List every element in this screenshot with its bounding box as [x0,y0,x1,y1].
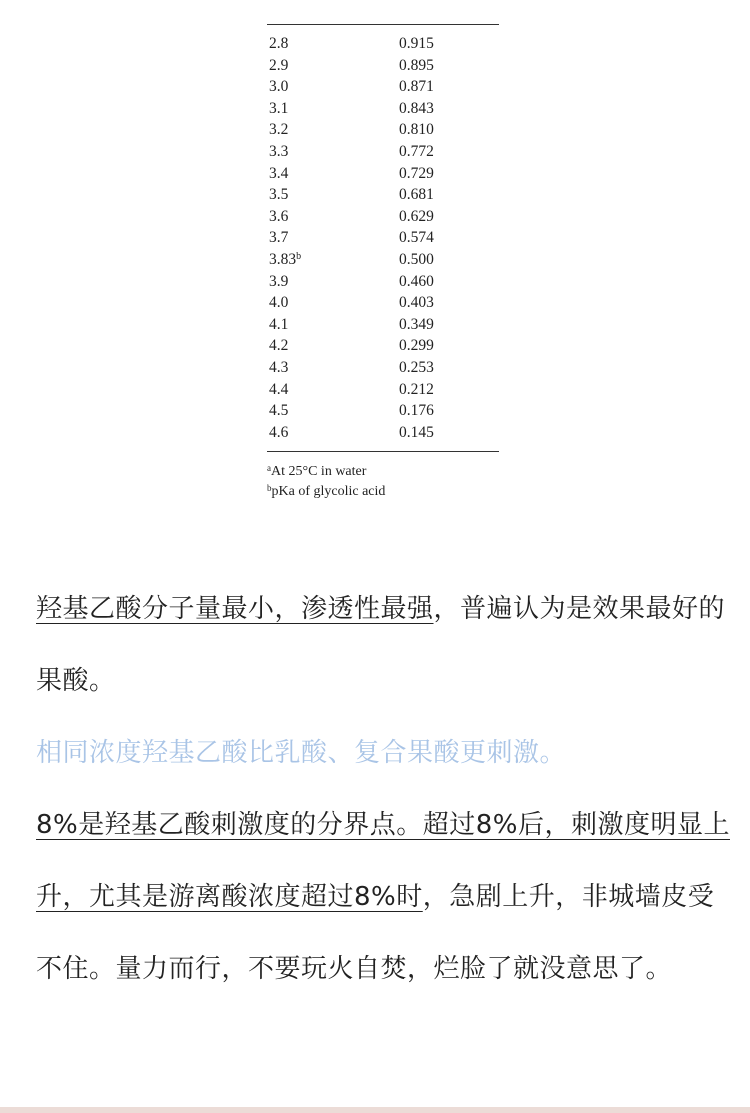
fraction-cell: 0.460 [399,272,434,290]
table-row [267,76,499,98]
ph-cell [267,76,399,98]
footnote-marker: a [267,463,271,474]
fraction-cell: 0.772 [399,142,434,160]
table-row [267,335,499,357]
ph-value: 2.9 [269,56,289,74]
table-row [267,271,499,293]
ph-cell [267,314,399,336]
ph-cell [267,119,399,141]
ph-value: 2.8 [269,35,289,52]
ph-fraction-table [267,33,499,443]
ph-value: 4.5 [269,402,289,420]
ph-cell [267,184,399,206]
fraction-cell: 0.349 [399,315,434,333]
table-row [267,98,499,120]
fraction-cell: 0.843 [399,99,434,117]
table-row [267,163,499,185]
table-row [267,314,499,336]
fraction-cell: 0.629 [399,207,434,225]
ph-value: 3.83 [269,250,297,268]
ph-value: 3.7 [269,229,289,247]
ph-cell [267,292,399,314]
footnote [267,482,499,502]
ph-value: 3.9 [269,272,289,290]
table-bottom-rule [267,451,499,452]
table-row [267,379,499,401]
table-row [267,119,499,141]
ph-value: 3.5 [269,186,289,204]
ph-cell [267,249,399,271]
ph-cell [267,55,399,77]
ph-cell [267,98,399,120]
ph-value: 3.1 [269,99,289,117]
paragraph-text: ，普遍认为是效果最好的果酸。 [36,594,726,696]
fraction-cell: 0.145 [399,423,434,441]
table-row [267,184,499,206]
ph-value: 4.6 [269,423,289,441]
fraction-cell: 0.810 [399,121,434,139]
ph-value: 4.3 [269,358,289,376]
ph-cell [267,422,399,444]
underlined-text: 8%是羟基乙酸刺激度的分界点。超过8%后，刺激度明显上升，尤其是游离酸浓度超过8%时 [36,810,730,912]
table-row [267,55,499,77]
article-text [36,573,736,1005]
table-row [267,357,499,379]
ph-value: 4.2 [269,337,289,355]
fraction-cell: 0.500 [399,250,434,268]
footnote-marker: b [296,250,302,262]
fraction-cell: 0.574 [399,229,434,247]
footnote [267,462,499,482]
footnote-text: At 25°C in water [271,464,367,480]
table-top-rule [267,24,499,25]
fraction-cell: 0.729 [399,164,434,182]
fraction-cell: 0.895 [399,56,434,74]
table-row [267,206,499,228]
ph-value: 3.6 [269,207,289,225]
table-row [267,227,499,249]
table-footnotes [267,462,499,502]
ph-cell [267,163,399,185]
paragraph-text: ，急剧上升，非城墙皮受不住。量力而行，不要玩火自焚，烂脸了就没意思了。 [36,882,715,984]
footnote-marker: b [267,483,272,494]
ph-value: 4.0 [269,294,289,312]
footnote-text: pKa of glycolic acid [271,484,386,500]
ph-cell [267,271,399,293]
ph-cell [267,379,399,401]
fraction-cell: 0.253 [399,358,434,376]
ph-value: 3.2 [269,121,289,139]
fraction-cell: 0.176 [399,402,434,420]
ph-cell [267,33,399,55]
ph-cell [267,206,399,228]
fraction-cell: 0.299 [399,337,434,355]
fraction-cell: 0.403 [399,294,434,312]
fraction-cell: 0.871 [399,78,434,96]
paragraph-3 [36,789,736,1005]
fraction-cell: 0.681 [399,186,434,204]
fraction-cell: 0.915 [399,35,434,52]
ph-cell [267,227,399,249]
table-row [267,33,499,55]
ph-cell [267,141,399,163]
ph-cell [267,335,399,357]
ph-value: 4.4 [269,380,289,398]
dissociation-table [267,24,499,502]
fraction-cell: 0.212 [399,380,434,398]
table-row [267,400,499,422]
ph-value: 4.1 [269,315,289,333]
ph-cell [267,357,399,379]
highlighted-paragraph: 相同浓度羟基乙酸比乳酸、复合果酸更刺激。 [36,738,567,768]
ph-value: 3.3 [269,142,289,160]
table-row [267,422,499,444]
table-row [267,292,499,314]
ph-value: 3.0 [269,78,289,96]
ph-value: 3.4 [269,164,289,182]
bottom-divider [0,1107,750,1113]
table-row [267,249,499,271]
underlined-text: 羟基乙酸分子量最小，渗透性最强 [36,594,434,624]
paragraph-1 [36,573,736,717]
table-body [267,33,499,443]
table-row [267,141,499,163]
ph-cell [267,400,399,422]
